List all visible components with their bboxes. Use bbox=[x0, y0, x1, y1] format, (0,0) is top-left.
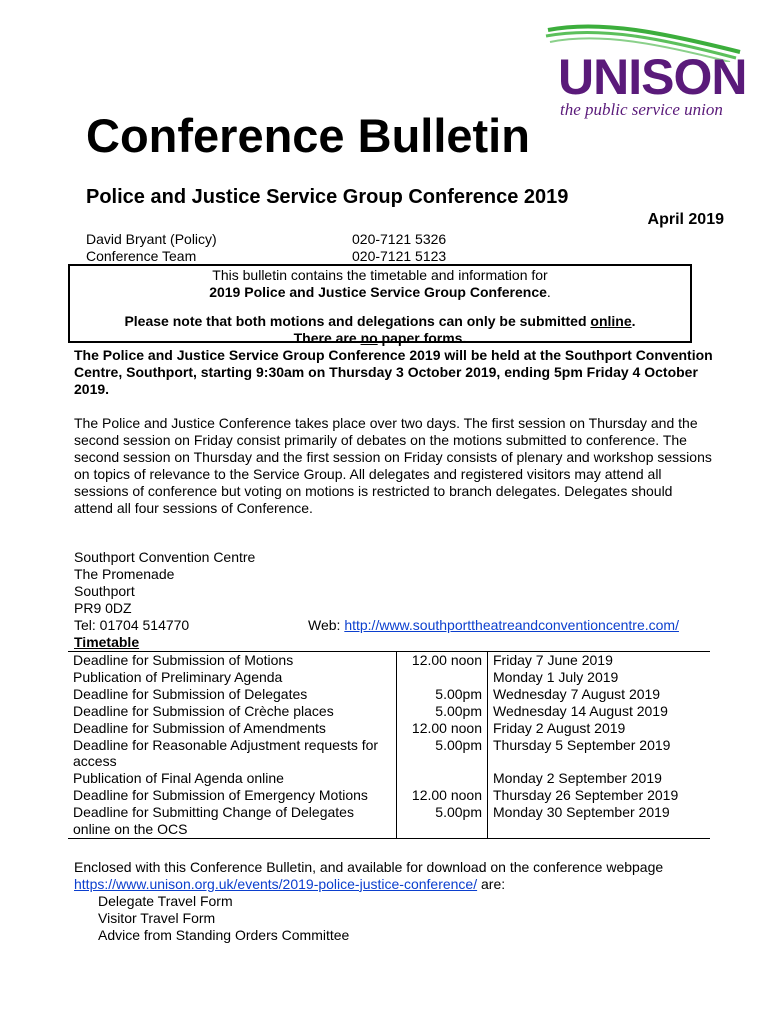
timetable-item: Deadline for Reasonable Adjustment requests for access bbox=[68, 737, 397, 771]
venue-address bbox=[74, 549, 255, 634]
timetable-date: Wednesday 14 August 2019 bbox=[488, 703, 711, 720]
timetable bbox=[68, 651, 710, 839]
contact-phone: 020-7121 5123 bbox=[352, 248, 447, 264]
timetable-date: Monday 30 September 2019 bbox=[488, 804, 711, 838]
table-row bbox=[68, 686, 710, 703]
notice-emphasis: online bbox=[590, 313, 632, 329]
logo-wordmark: UNISON bbox=[558, 49, 747, 105]
timetable-time: 5.00pm bbox=[397, 703, 488, 720]
timetable-date: Friday 7 June 2019 bbox=[488, 652, 711, 669]
timetable-time bbox=[397, 770, 488, 787]
table-row bbox=[68, 787, 710, 804]
conference-webpage-link[interactable]: https://www.unison.org.uk/events/2019-police-justice-conference/ bbox=[74, 875, 478, 892]
notice-text: paper forms. bbox=[377, 330, 467, 346]
timetable-date: Friday 2 August 2019 bbox=[488, 720, 711, 737]
table-row bbox=[68, 737, 710, 771]
notice-conference-name: 2019 Police and Justice Service Group Conference bbox=[209, 284, 547, 300]
contact-name: David Bryant (Policy) bbox=[86, 231, 217, 247]
timetable-item: Publication of Final Agenda online bbox=[68, 770, 397, 787]
enclosures-list bbox=[98, 893, 349, 944]
timetable-item: Deadline for Submission of Crèche places bbox=[68, 703, 397, 720]
list-item: Visitor Travel Form bbox=[98, 909, 216, 926]
timetable-time: 5.00pm bbox=[397, 804, 488, 838]
notice-line bbox=[70, 313, 690, 330]
notice-punct: . bbox=[631, 313, 636, 329]
notice-emphasis: no bbox=[360, 330, 378, 346]
timetable-date: Monday 2 September 2019 bbox=[488, 770, 711, 787]
table-row bbox=[68, 652, 710, 669]
address-line: PR9 0DZ bbox=[74, 599, 132, 616]
table-row bbox=[68, 720, 710, 737]
address-line: Southport bbox=[74, 582, 135, 599]
enclosed-text: are: bbox=[477, 875, 506, 892]
logo-tagline: the public service union bbox=[560, 100, 723, 119]
notice-line: This bulletin contains the timetable and information for bbox=[212, 267, 548, 283]
timetable-item: Deadline for Submission of Motions bbox=[68, 652, 397, 669]
timetable-heading: Timetable bbox=[74, 634, 140, 650]
timetable-date: Wednesday 7 August 2019 bbox=[488, 686, 711, 703]
address-phone: Tel: 01704 514770 bbox=[74, 616, 190, 633]
notice-line bbox=[70, 284, 690, 301]
page-title: Conference Bulletin bbox=[86, 109, 530, 162]
table-row bbox=[68, 804, 710, 838]
list-item: Delegate Travel Form bbox=[98, 893, 233, 909]
unison-logo bbox=[540, 22, 750, 126]
timetable-time bbox=[397, 669, 488, 686]
timetable-time: 12.00 noon bbox=[397, 787, 488, 804]
page-subtitle: Police and Justice Service Group Conference 2019 bbox=[86, 186, 569, 208]
bulletin-date: April 2019 bbox=[647, 211, 724, 228]
timetable-date: Thursday 5 September 2019 bbox=[488, 737, 711, 771]
notice-line bbox=[70, 330, 690, 347]
web-label: Web: bbox=[308, 617, 345, 633]
notice-text: Please note that both motions and delegations can only be submitted bbox=[124, 313, 591, 329]
address-line: Southport Convention Centre bbox=[74, 549, 256, 565]
timetable-time: 12.00 noon bbox=[397, 652, 488, 669]
enclosed-text: Enclosed with this Conference Bulletin, and available for download on the conference webpage bbox=[74, 859, 664, 875]
timetable-item: Deadline for Submission of Amendments bbox=[68, 720, 397, 737]
intro-paragraph: The Police and Justice Conference takes place over two days. The first session on Thursday and the second session on Friday consist primarily of debates on the motions submitted to conference. The second session on Thursday and the first session on Friday consists of plenary and workshop sessions on topics of relevance to the Service Group. All delegates and registered visitors may attend all sessions of conference but voting on motions is restricted to branch delegates. Delegates should attend all four sessions of Conference. bbox=[74, 415, 712, 516]
timetable-time: 12.00 noon bbox=[397, 720, 488, 737]
venue-website-link[interactable]: http://www.southporttheatreandconventioncentre.com/ bbox=[344, 617, 679, 633]
timetable-item: Publication of Preliminary Agenda bbox=[68, 669, 397, 686]
table-row bbox=[68, 770, 710, 787]
timetable-date: Monday 1 July 2019 bbox=[488, 669, 711, 686]
contact-name: Conference Team bbox=[86, 248, 197, 264]
timetable-item: Deadline for Submitting Change of Delegates online on the OCS bbox=[68, 804, 397, 838]
timetable-time: 5.00pm bbox=[397, 686, 488, 703]
table-row bbox=[68, 703, 710, 720]
notice-punct: . bbox=[546, 284, 551, 300]
timetable-item: Deadline for Submission of Emergency Motions bbox=[68, 787, 397, 804]
timetable-date: Thursday 26 September 2019 bbox=[488, 787, 711, 804]
web-line bbox=[308, 617, 679, 634]
timetable-time: 5.00pm bbox=[397, 737, 488, 771]
intro-bold-paragraph: The Police and Justice Service Group Conference 2019 will be held at the Southport Convention Centre, Southport, starting 9:30am on Thursday 3 October 2019, ending 5pm Friday 4 October 2019. bbox=[74, 347, 713, 397]
timetable-item: Deadline for Submission of Delegates bbox=[68, 686, 397, 703]
notice-text: There are bbox=[293, 330, 361, 346]
list-item: Advice from Standing Orders Committee bbox=[98, 926, 350, 943]
contact-phone: 020-7121 5326 bbox=[352, 231, 447, 247]
enclosed-paragraph bbox=[74, 859, 714, 893]
table-row bbox=[68, 669, 710, 686]
notice-box bbox=[68, 264, 692, 346]
address-line: The Promenade bbox=[74, 565, 175, 582]
